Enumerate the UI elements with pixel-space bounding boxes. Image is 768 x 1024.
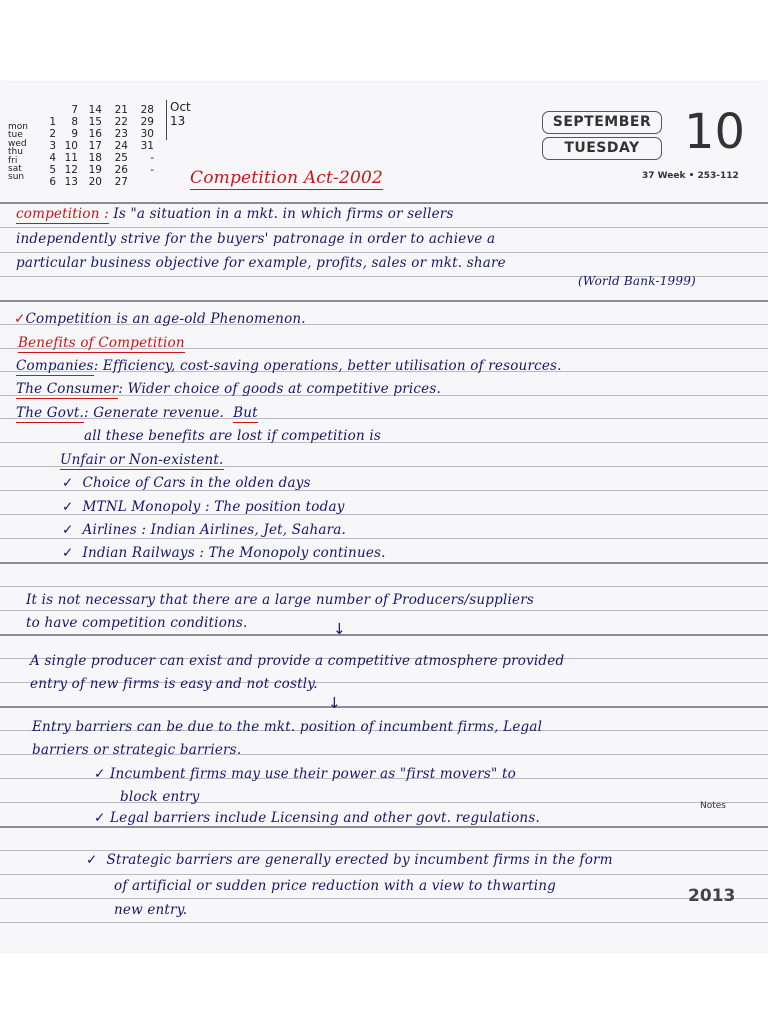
companies-line (16, 358, 562, 374)
consumer-text: : Wider choice of goods at competitive prices. (118, 381, 441, 397)
calendar-column (36, 104, 56, 188)
notes-label: Notes (700, 801, 726, 811)
notes-title (190, 168, 383, 188)
calendar-column (108, 104, 128, 188)
calendar-day-label: wed (8, 138, 27, 149)
example-railways-text: Indian Railways : The Monopoly continues. (82, 545, 386, 561)
calendar-date: 18 (88, 152, 102, 164)
ruled-line (0, 922, 768, 923)
calendar-date: 13 (64, 176, 78, 188)
legal-barriers-text: Legal barriers include Licensing and other govt. regulations. (110, 810, 540, 826)
benefits-heading (18, 335, 185, 351)
check-icon: ✓ (62, 522, 74, 538)
ruled-line (0, 898, 768, 899)
incumbent-text: Incumbent firms may use their power as "first movers" to (110, 766, 516, 782)
ruled-line (0, 850, 768, 851)
unfair-line (60, 452, 224, 468)
calendar-date: 30 (140, 128, 154, 140)
ruled-line (0, 227, 768, 228)
calendar-day-label: thu (8, 147, 23, 158)
calendar-date (134, 176, 154, 188)
incumbent-line-1 (94, 766, 516, 782)
example-mtnl (62, 499, 345, 515)
calendar-date: 1 (49, 116, 56, 128)
calendar-date: - (150, 152, 154, 164)
ruled-line (0, 826, 768, 828)
govt-label: The Govt. (16, 405, 85, 421)
calendar-date: 21 (114, 104, 128, 116)
but-word: But (233, 405, 258, 421)
ruled-line (0, 562, 768, 564)
weekday-label: TUESDAY (542, 137, 662, 160)
check-icon: ✓ (94, 810, 106, 826)
strategic-line-1 (86, 852, 613, 868)
benefits-heading-text: Benefits of Competition (18, 335, 185, 351)
definition-source: (World Bank-1999) (578, 274, 696, 288)
strategic-line-3: new entry. (114, 902, 188, 918)
calendar-column (134, 104, 154, 188)
next-month-label: Oct (170, 100, 191, 114)
check-icon: ✓ (14, 311, 26, 327)
calendar-date: 2 (49, 128, 56, 140)
calendar-date: 22 (114, 116, 128, 128)
age-old-text: Competition is an age-old Phenomenon. (25, 311, 306, 327)
calendar-date: 27 (114, 176, 128, 188)
legal-barriers-line (94, 810, 540, 826)
calendar-date: 8 (71, 116, 78, 128)
calendar-date: 24 (114, 140, 128, 152)
calendar-day-label: sun (8, 172, 25, 183)
definition-line-3: particular business objective for example, profits, sales or mkt. share (16, 255, 506, 271)
unfair-text: Unfair or Non-existent. (60, 452, 224, 468)
not-necessary-line-1: It is not necessary that there are a large number of Producers/suppliers (26, 592, 535, 608)
ruled-line (0, 252, 768, 253)
calendar-date: 9 (71, 128, 78, 140)
next-month-day: 13 (170, 114, 186, 128)
diary-page (0, 82, 768, 952)
calendar-day-label: mon (8, 122, 28, 132)
incumbent-line-2: block entry (120, 789, 200, 805)
calendar-column (82, 104, 102, 188)
definition-line-1 (16, 206, 454, 222)
month-label: SEPTEMBER (542, 111, 662, 134)
ruled-line (0, 634, 768, 636)
check-icon: ✓ (62, 499, 74, 515)
calendar-date: - (150, 164, 154, 176)
definition-text: Is "a situation in a mkt. in which firms or sellers (113, 206, 454, 222)
calendar-date: 11 (64, 152, 78, 164)
ruled-line (0, 586, 768, 587)
age-old-line (14, 311, 306, 327)
calendar-date: 16 (88, 128, 102, 140)
strategic-text: Strategic barriers are generally erected by incumbent firms in the form (106, 852, 613, 868)
ruled-line (0, 538, 768, 539)
example-railways (62, 545, 386, 561)
down-arrow-icon: ↓ (328, 694, 341, 712)
calendar-date: 28 (140, 104, 154, 116)
ruled-line (0, 202, 768, 204)
year-label: 2013 (688, 886, 736, 906)
calendar-date: 25 (114, 152, 128, 164)
calendar-date: 29 (140, 116, 154, 128)
consumer-label: The Consumer (16, 381, 119, 397)
example-airlines-text: Airlines : Indian Airlines, Jet, Sahara. (82, 522, 347, 538)
benefits-lost-line: all these benefits are lost if competition is (84, 428, 382, 444)
notes-title-text: Competition Act-2002 (190, 168, 384, 188)
companies-label: Companies (16, 358, 94, 374)
ruled-line (0, 300, 768, 302)
govt-line (16, 405, 258, 421)
definition-line-2: independently strive for the buyers' patronage in order to achieve a (16, 231, 496, 247)
calendar-divider (166, 100, 167, 140)
check-icon: ✓ (62, 545, 74, 561)
ruled-line (0, 874, 768, 875)
calendar-date: 10 (64, 140, 78, 152)
example-mtnl-text: MTNL Monopoly : The position today (82, 499, 345, 515)
calendar-date (36, 104, 56, 116)
example-airlines (62, 522, 346, 538)
calendar-date: 26 (114, 164, 128, 176)
strategic-line-2: of artificial or sudden price reduction with a view to thwarting (114, 878, 557, 894)
calendar-date: 31 (140, 140, 154, 152)
ruled-line (0, 706, 768, 708)
calendar-date: 17 (88, 140, 102, 152)
calendar-date: 4 (49, 152, 56, 164)
not-necessary-line-2: to have competition conditions. (26, 615, 248, 631)
check-icon: ✓ (86, 852, 98, 868)
example-cars (62, 475, 311, 491)
calendar-date: 3 (49, 140, 56, 152)
calendar-date: 6 (49, 176, 56, 188)
check-icon: ✓ (94, 766, 106, 782)
ruled-line (0, 610, 768, 611)
down-arrow-icon: ↓ (333, 620, 346, 638)
ruled-line (0, 802, 768, 803)
govt-text: : Generate revenue. (84, 405, 225, 421)
calendar-column (58, 104, 78, 188)
calendar-date: 23 (114, 128, 128, 140)
calendar-date: 7 (71, 104, 78, 116)
week-info: 37 Week • 253-112 (642, 171, 739, 181)
entry-barriers-line-1: Entry barriers can be due to the mkt. position of incumbent firms, Legal (32, 719, 543, 735)
single-producer-line-1: A single producer can exist and provide a competitive atmosphere provided (30, 653, 565, 669)
calendar-date: 5 (49, 164, 56, 176)
calendar-date: 14 (88, 104, 102, 116)
consumer-line (16, 381, 441, 397)
calendar-day-labels (8, 123, 38, 182)
check-icon: ✓ (62, 475, 74, 491)
definition-term: competition : (16, 206, 109, 222)
calendar-date: 12 (64, 164, 78, 176)
entry-barriers-line-2: barriers or strategic barriers. (32, 742, 242, 758)
calendar-day-label: fri (8, 155, 18, 166)
calendar-date: 19 (88, 164, 102, 176)
calendar-date: 20 (88, 176, 102, 188)
calendar-date: 15 (88, 116, 102, 128)
single-producer-line-2: entry of new firms is easy and not costly. (30, 676, 318, 692)
day-number: 10 (684, 104, 746, 160)
calendar-day-label: sat (8, 164, 22, 175)
example-cars-text: Choice of Cars in the olden days (82, 475, 311, 491)
calendar-day-label: tue (8, 130, 23, 141)
companies-text: : Efficiency, cost-saving operations, better utilisation of resources. (93, 358, 562, 374)
next-month-preview (170, 100, 191, 128)
